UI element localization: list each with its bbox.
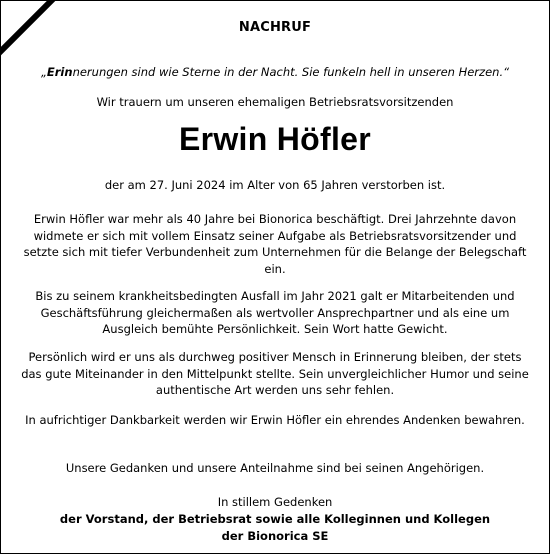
memorial-quote [1,65,549,79]
paragraph-career: Erwin Höfler war mehr als 40 Jahre bei Bionorica beschäftigt. Drei Jahrzehnte davon widmete er sich mit vollem Einsatz seiner Aufgabe als Betriebsratsvorsitzender und setzte sich mit tiefer Verbundenheit zum Unternehmen für die Belange der Belegschaft ein. [23,212,527,276]
intro-line: Wir trauern um unseren ehemaligen Betriebsratsvorsitzenden [96,95,454,109]
paragraph-condolence: Unsere Gedanken und unsere Anteilnahme sind bei seinen Angehörigen. [65,461,485,475]
obituary-heading: NACHRUF [238,20,312,35]
closing-line: In stillem Gedenken [217,495,333,509]
quote-rest: nerungen sind wie Sterne in der Nacht. Sie funkeln hell in unseren Herzen.“ [72,65,510,79]
paragraph-role: Bis zu seinem krankheitsbedingten Ausfall im Jahr 2021 galt er Mitarbeitenden und Geschäftsführung gleichermaßen als wertvoller Ansprechpartner und als eine um Ausgleich bemühte Persönlichkeit. Sein Wort hatte Gewicht. [35,289,515,336]
signature-line-1: der Vorstand, der Betriebsrat sowie alle Kolleginnen und Kollegen [59,512,491,526]
quote-open: „ [40,65,47,79]
signature-line-2: der Bionorica SE [221,528,329,543]
paragraph-personal: Persönlich wird er uns als durchweg positiver Mensch in Erinnerung bleiben, der stets das gute Miteinander in den Mittelpunkt stellte. Sein unvergleichlicher Humor und seine authentische Art werden uns sehr fehlen. [21,350,529,397]
quote-bold-part: Erin [46,65,73,79]
death-date-line: der am 27. Juni 2024 im Alter von 65 Jahren verstorben ist. [104,178,446,192]
deceased-name: Erwin Höfler [178,121,372,157]
paragraph-gratitude: In aufrichtiger Dankbarkeit werden wir Erwin Höfler ein ehrendes Andenken bewahren. [25,413,525,427]
signature-block [1,511,549,544]
